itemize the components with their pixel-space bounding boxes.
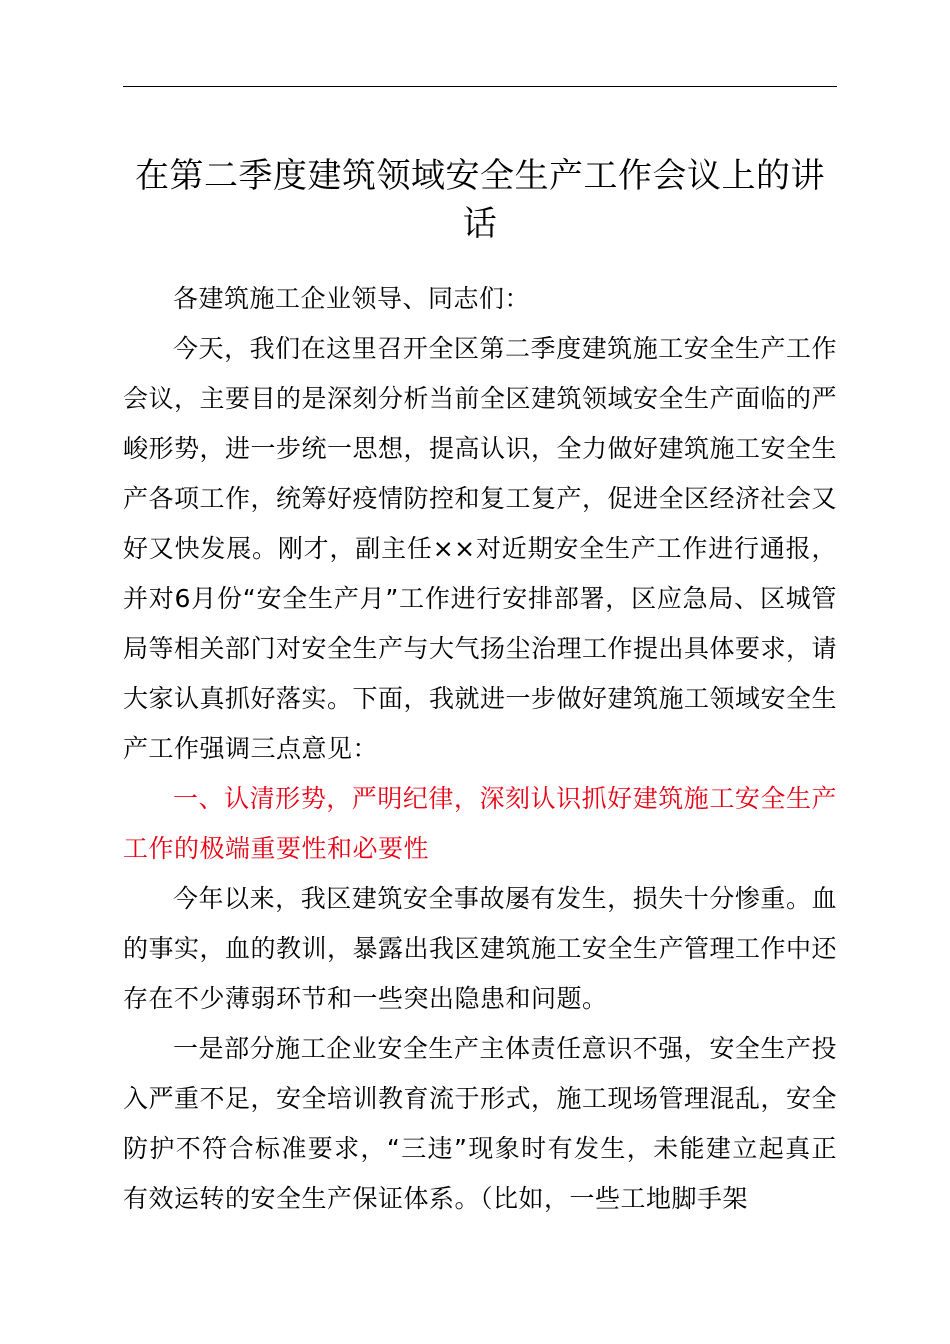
salutation: 各建筑施工企业领导、同志们： <box>173 284 531 313</box>
issue-one-paragraph: 一是部分施工企业安全生产主体责任意识不强，安全生产投入严重不足，安全培训教育流于形式，施工现场管理混乱，安全防护不符合标准要求，“三违”现象时有发生，未能建立起真正有效运转的安全生产保证体系。（比如，一些工地脚手架 <box>123 1034 838 1213</box>
document-body <box>123 274 837 1224</box>
section-heading-1: 一、认清形势，严明纪律，深刻认识抓好建筑施工安全生产工作的极端重要性和必要性 <box>123 784 837 863</box>
document-title: 在第二季度建筑领域安全生产工作会议上的讲话 <box>135 156 825 244</box>
intro-paragraph: 今天，我们在这里召开全区第二季度建筑施工安全生产工作会议，主要目的是深刻分析当前全区建筑领域安全生产面临的严峻形势，进一步统一思想，提高认识，全力做好建筑施工安全生产各项工作，统筹好疫情防控和复工复产，促进全区经济社会又好又快发展。刚才，副主任××对近期安全生产工作进行通报，并对6月份“安全生产月”工作进行安排部署，区应急局、区城管局等相关部门对安全生产与大气扬尘治理工作提出具体要求，请大家认真抓好落实。下面，我就进一步做好建筑施工领域安全生产工作强调三点意见： <box>123 334 838 763</box>
header-rule <box>123 86 837 87</box>
situation-paragraph: 今年以来，我区建筑安全事故屡有发生，损失十分惨重。血的事实，血的教训，暴露出我区建筑施工安全生产管理工作中还存在不少薄弱环节和一些突出隐患和问题。 <box>123 884 838 1013</box>
